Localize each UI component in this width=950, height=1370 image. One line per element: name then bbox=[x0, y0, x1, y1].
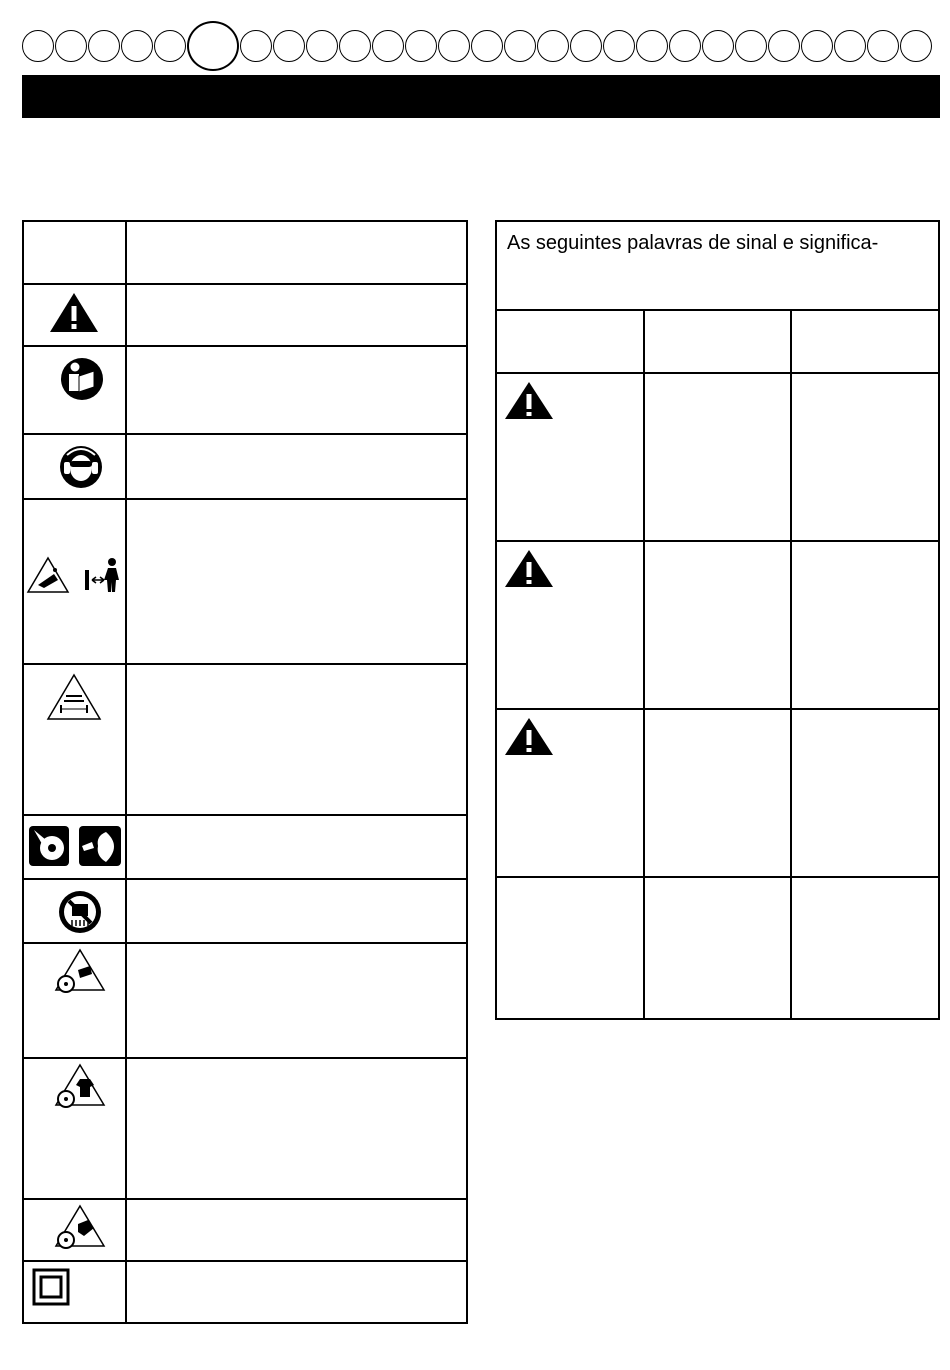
language-tab bbox=[22, 30, 54, 62]
no-rain-icon bbox=[24, 880, 125, 940]
table-header-row bbox=[23, 221, 467, 284]
language-tab bbox=[240, 30, 272, 62]
language-tab bbox=[306, 30, 338, 62]
entanglement-hazard-icon bbox=[24, 1059, 125, 1119]
language-tab bbox=[55, 30, 87, 62]
table-row bbox=[23, 499, 467, 664]
table-row bbox=[23, 284, 467, 346]
language-tab bbox=[504, 30, 536, 62]
table-row bbox=[23, 1199, 467, 1261]
table-row bbox=[23, 346, 467, 434]
eye-ear-protection-icon bbox=[24, 435, 125, 497]
language-tab bbox=[471, 30, 503, 62]
language-tab bbox=[603, 30, 635, 62]
language-tab bbox=[405, 30, 437, 62]
finger-blade-hazard-icon bbox=[24, 1200, 125, 1256]
rotating-blade-hazard-icon bbox=[24, 944, 125, 1004]
table-row bbox=[496, 541, 939, 709]
table-row bbox=[23, 664, 467, 815]
table-row bbox=[496, 709, 939, 877]
language-tab bbox=[121, 30, 153, 62]
hand-feet-blade-icon bbox=[24, 816, 125, 872]
table-row bbox=[23, 1058, 467, 1199]
language-tab bbox=[372, 30, 404, 62]
signal-words-table bbox=[495, 220, 940, 1020]
warning-triangle-icon bbox=[24, 285, 125, 343]
language-tab bbox=[834, 30, 866, 62]
table-row bbox=[23, 1261, 467, 1323]
language-tab bbox=[636, 30, 668, 62]
language-tab-active bbox=[187, 21, 239, 71]
language-tab bbox=[273, 30, 305, 62]
language-tab bbox=[88, 30, 120, 62]
table-row bbox=[23, 815, 467, 879]
section-title-banner bbox=[22, 75, 940, 118]
table-row bbox=[496, 373, 939, 541]
read-manual-icon bbox=[24, 347, 125, 407]
warning-triangle-icon bbox=[497, 374, 588, 430]
language-tab bbox=[768, 30, 800, 62]
table-heading-row bbox=[496, 221, 939, 310]
language-tab bbox=[735, 30, 767, 62]
language-tab bbox=[669, 30, 701, 62]
warning-triangle-icon bbox=[497, 710, 588, 766]
language-tabs bbox=[22, 21, 940, 71]
language-tab bbox=[537, 30, 569, 62]
symbols-table bbox=[22, 220, 468, 1324]
language-tab bbox=[570, 30, 602, 62]
language-tab bbox=[154, 30, 186, 62]
table-row bbox=[23, 879, 467, 943]
language-tab bbox=[438, 30, 470, 62]
safe-distance-icon bbox=[24, 665, 125, 725]
keep-bystanders-away-icon bbox=[24, 500, 125, 660]
double-insulation-icon bbox=[24, 1262, 125, 1318]
language-tab bbox=[900, 30, 932, 62]
table-row bbox=[23, 434, 467, 499]
language-tab bbox=[702, 30, 734, 62]
warning-triangle-icon bbox=[497, 542, 588, 598]
language-tab bbox=[339, 30, 371, 62]
language-tab bbox=[801, 30, 833, 62]
table-header-row bbox=[496, 310, 939, 373]
language-tab bbox=[867, 30, 899, 62]
signal-words-heading: As seguintes palavras de sinal e significa- bbox=[507, 232, 879, 254]
table-row bbox=[23, 943, 467, 1058]
table-row bbox=[496, 877, 939, 1019]
